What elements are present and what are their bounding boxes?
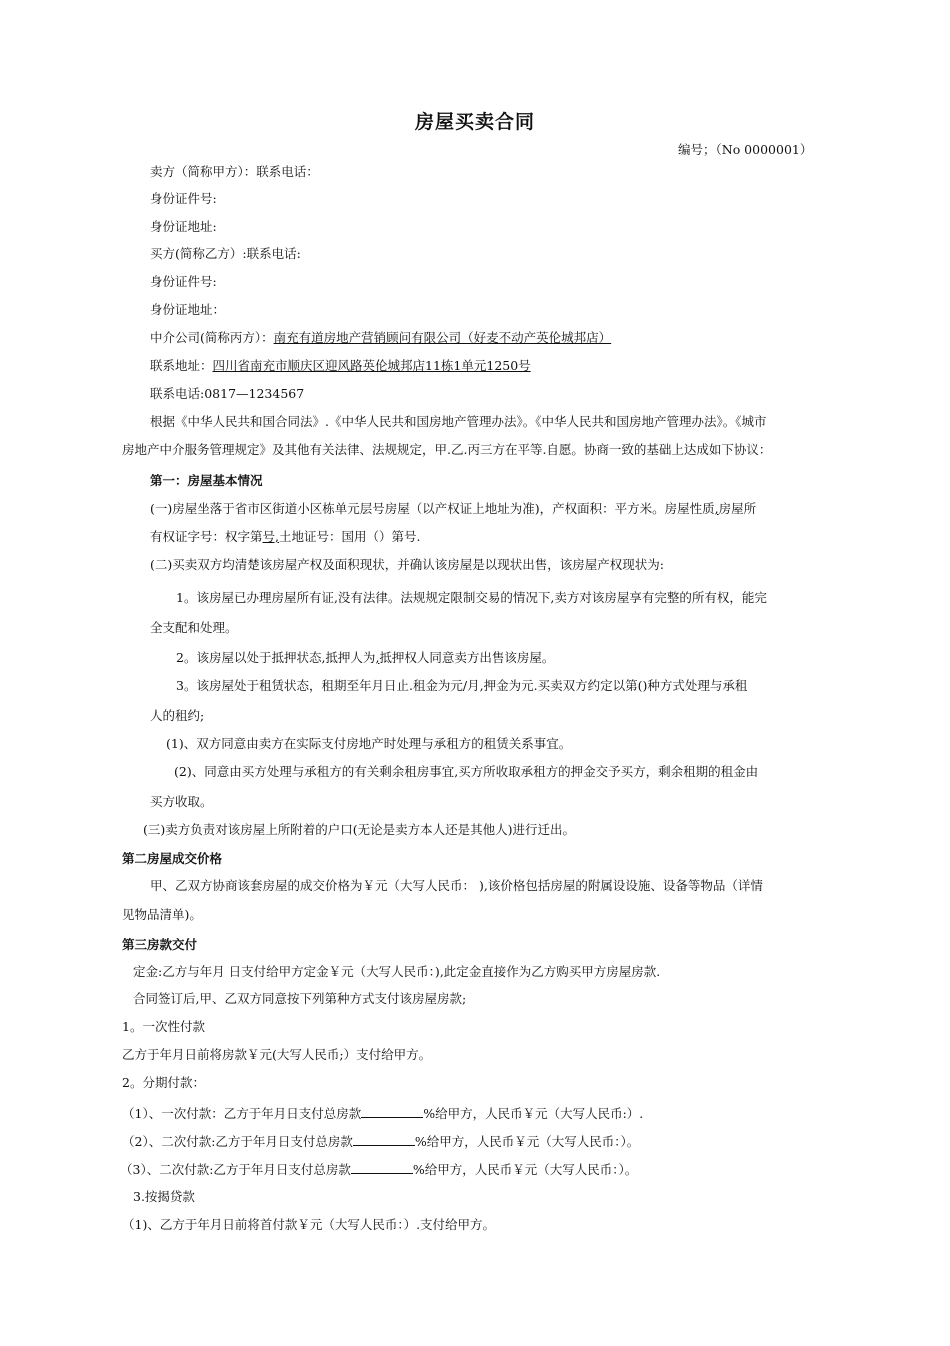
method-3-title: 3.按揭贷款 — [133, 1189, 195, 1204]
text-span: （2）、二次付款:乙方于年月日支付总房款 — [122, 1134, 353, 1149]
agent-label: 中介公司(简称丙方）： — [150, 330, 274, 345]
preamble-line-1: 根据《中华人民共和国合同法》.《中华人民共和国房地产管理办法》。《中华人民共和国房地产管理办法》。《城市 — [150, 414, 767, 429]
buyer-id-line: 身份证件号: — [150, 274, 217, 289]
method-1-title: 1。一次性付款 — [122, 1019, 205, 1034]
installment-3 — [120, 1161, 637, 1178]
deposit-line: 定金:乙方与年月 日支付给甲方定金￥元（大写人民币：),此定金直接作为乙方购买甲方房屋房款. — [133, 964, 661, 979]
text-span: (一)房屋坐落于省市区街道小区栋单元层号房屋（以产权证上地址为准)，产权面积：平方米。房屋性质 — [150, 501, 715, 516]
blank-field — [351, 1161, 413, 1174]
underlined-text: , — [714, 501, 719, 516]
section-1-p1-line-2 — [150, 529, 420, 545]
method-2-title: 2。分期付款： — [122, 1075, 205, 1090]
text-span: 2。该房屋以处于抵押状态,抵押人为 — [176, 650, 376, 665]
section-1-item-2 — [176, 650, 554, 666]
contract-number: 编号；（No 0000001） — [678, 142, 813, 157]
text-span: 抵押权人同意卖方出售该房屋。 — [379, 650, 555, 665]
text-span: %给甲方，人民币￥元（大写人民币：）。 — [412, 1162, 638, 1177]
section-2-line-1: 甲、乙双方协商该套房屋的成交价格为￥元（大写人民币： ),该价格包括房屋的附属设设施、设备等物品（详情 — [150, 878, 763, 893]
section-1-sub-2-line-1: (2)、同意由买方处理与承租方的有关剩余租房事宜,买方所收取承租方的押金交予买方，剩余租期的租金由 — [174, 764, 759, 779]
underlined-text: , — [375, 650, 380, 665]
text-span: （1）、一次付款：乙方于年月日支付总房款 — [122, 1106, 362, 1121]
mortgage-line-1: （1)、乙方于年月日前将首付款￥元（大写人民币：）.支付给甲方。 — [122, 1217, 496, 1232]
seller-address-line: 身份证地址: — [150, 219, 217, 234]
blank-field — [353, 1133, 415, 1146]
document-title: 房屋买卖合同 — [414, 111, 535, 133]
agent-line — [150, 330, 611, 346]
section-2-heading: 第二房屋成交价格 — [122, 851, 223, 866]
underlined-text: 号, — [262, 529, 279, 544]
text-span: （3）、二次付款:乙方于年月日支付总房款 — [120, 1162, 351, 1177]
buyer-address-line: 身份证地址： — [150, 302, 226, 317]
text-span: %给甲方，人民币￥元（大写人民币:）. — [423, 1106, 644, 1121]
agent-company-name: 南充有道房地产营销顾问有限公司（好麦不动产英伦城邦店） — [273, 330, 612, 345]
section-1-item-1-line-2: 全支配和处理。 — [150, 620, 238, 635]
blank-field — [361, 1105, 423, 1118]
agent-phone-line: 联系电话:0817—1234567 — [150, 386, 305, 401]
section-2-line-2: 见物品清单)。 — [122, 907, 202, 922]
after-signing-line: 合同签订后,甲、乙双方同意按下列第种方式支付该房屋房款; — [133, 991, 467, 1006]
section-1-heading: 第一：房屋基本情况 — [150, 473, 263, 488]
section-1-item-3-line-1: 3。该房屋处于租赁状态，租期至年月日止.租金为元/月,押金为元.买卖双方约定以第()种方式处理与承租 — [176, 678, 748, 693]
section-1-sub-2-line-2: 买方收取。 — [150, 794, 213, 809]
seller-line: 卖方（简称甲方）：联系电话： — [150, 164, 319, 179]
section-1-item-3-line-2: 人的租约; — [150, 708, 205, 723]
section-1-p2: (二)买卖双方均清楚该房屋产权及面积现状，并确认该房屋是以现状出售，该房屋产权现状为: — [150, 557, 664, 572]
section-1-p3: (三)卖方负责对该房屋上所附着的户口(无论是卖方本人还是其他人)进行迁出。 — [143, 822, 576, 837]
section-1-sub-1: (1)、双方同意由卖方在实际支付房地产时处理与承租方的租赁关系事宜。 — [166, 736, 572, 751]
preamble-line-2: 房地产中介服务管理规定》及其他有关法律、法规规定，甲.乙.丙三方在平等.自愿。协商一致的基础上达成如下协议： — [122, 442, 772, 457]
buyer-line: 买方(简称乙方）:联系电话: — [150, 246, 301, 261]
section-1-item-1-line-1: 1。该房屋已办理房屋所有证,没有法律。法规规定限制交易的情况下,卖方对该房屋享有完整的所有权，能完 — [176, 590, 767, 605]
section-3-heading: 第三房款交付 — [122, 937, 198, 952]
installment-2 — [122, 1133, 639, 1150]
text-span: 有权证字号：权字第 — [150, 529, 263, 544]
agent-address-line — [150, 358, 531, 374]
section-1-p1-line-1 — [150, 501, 756, 517]
text-span: %给甲方，人民币￥元（大写人民币：）。 — [414, 1134, 640, 1149]
method-1-body: 乙方于年月日前将房款￥元(大写人民币;）支付给甲方。 — [122, 1047, 432, 1062]
text-span: 房屋所 — [718, 501, 757, 516]
text-span: 土地证号：国用（）第号. — [279, 529, 421, 544]
agent-address: 四川省南充市顺庆区迎风路英伦城邦店11栋1单元1250号 — [212, 358, 531, 373]
installment-1 — [122, 1105, 643, 1122]
agent-address-label: 联系地址： — [150, 358, 213, 373]
seller-id-line: 身份证件号: — [150, 191, 217, 206]
